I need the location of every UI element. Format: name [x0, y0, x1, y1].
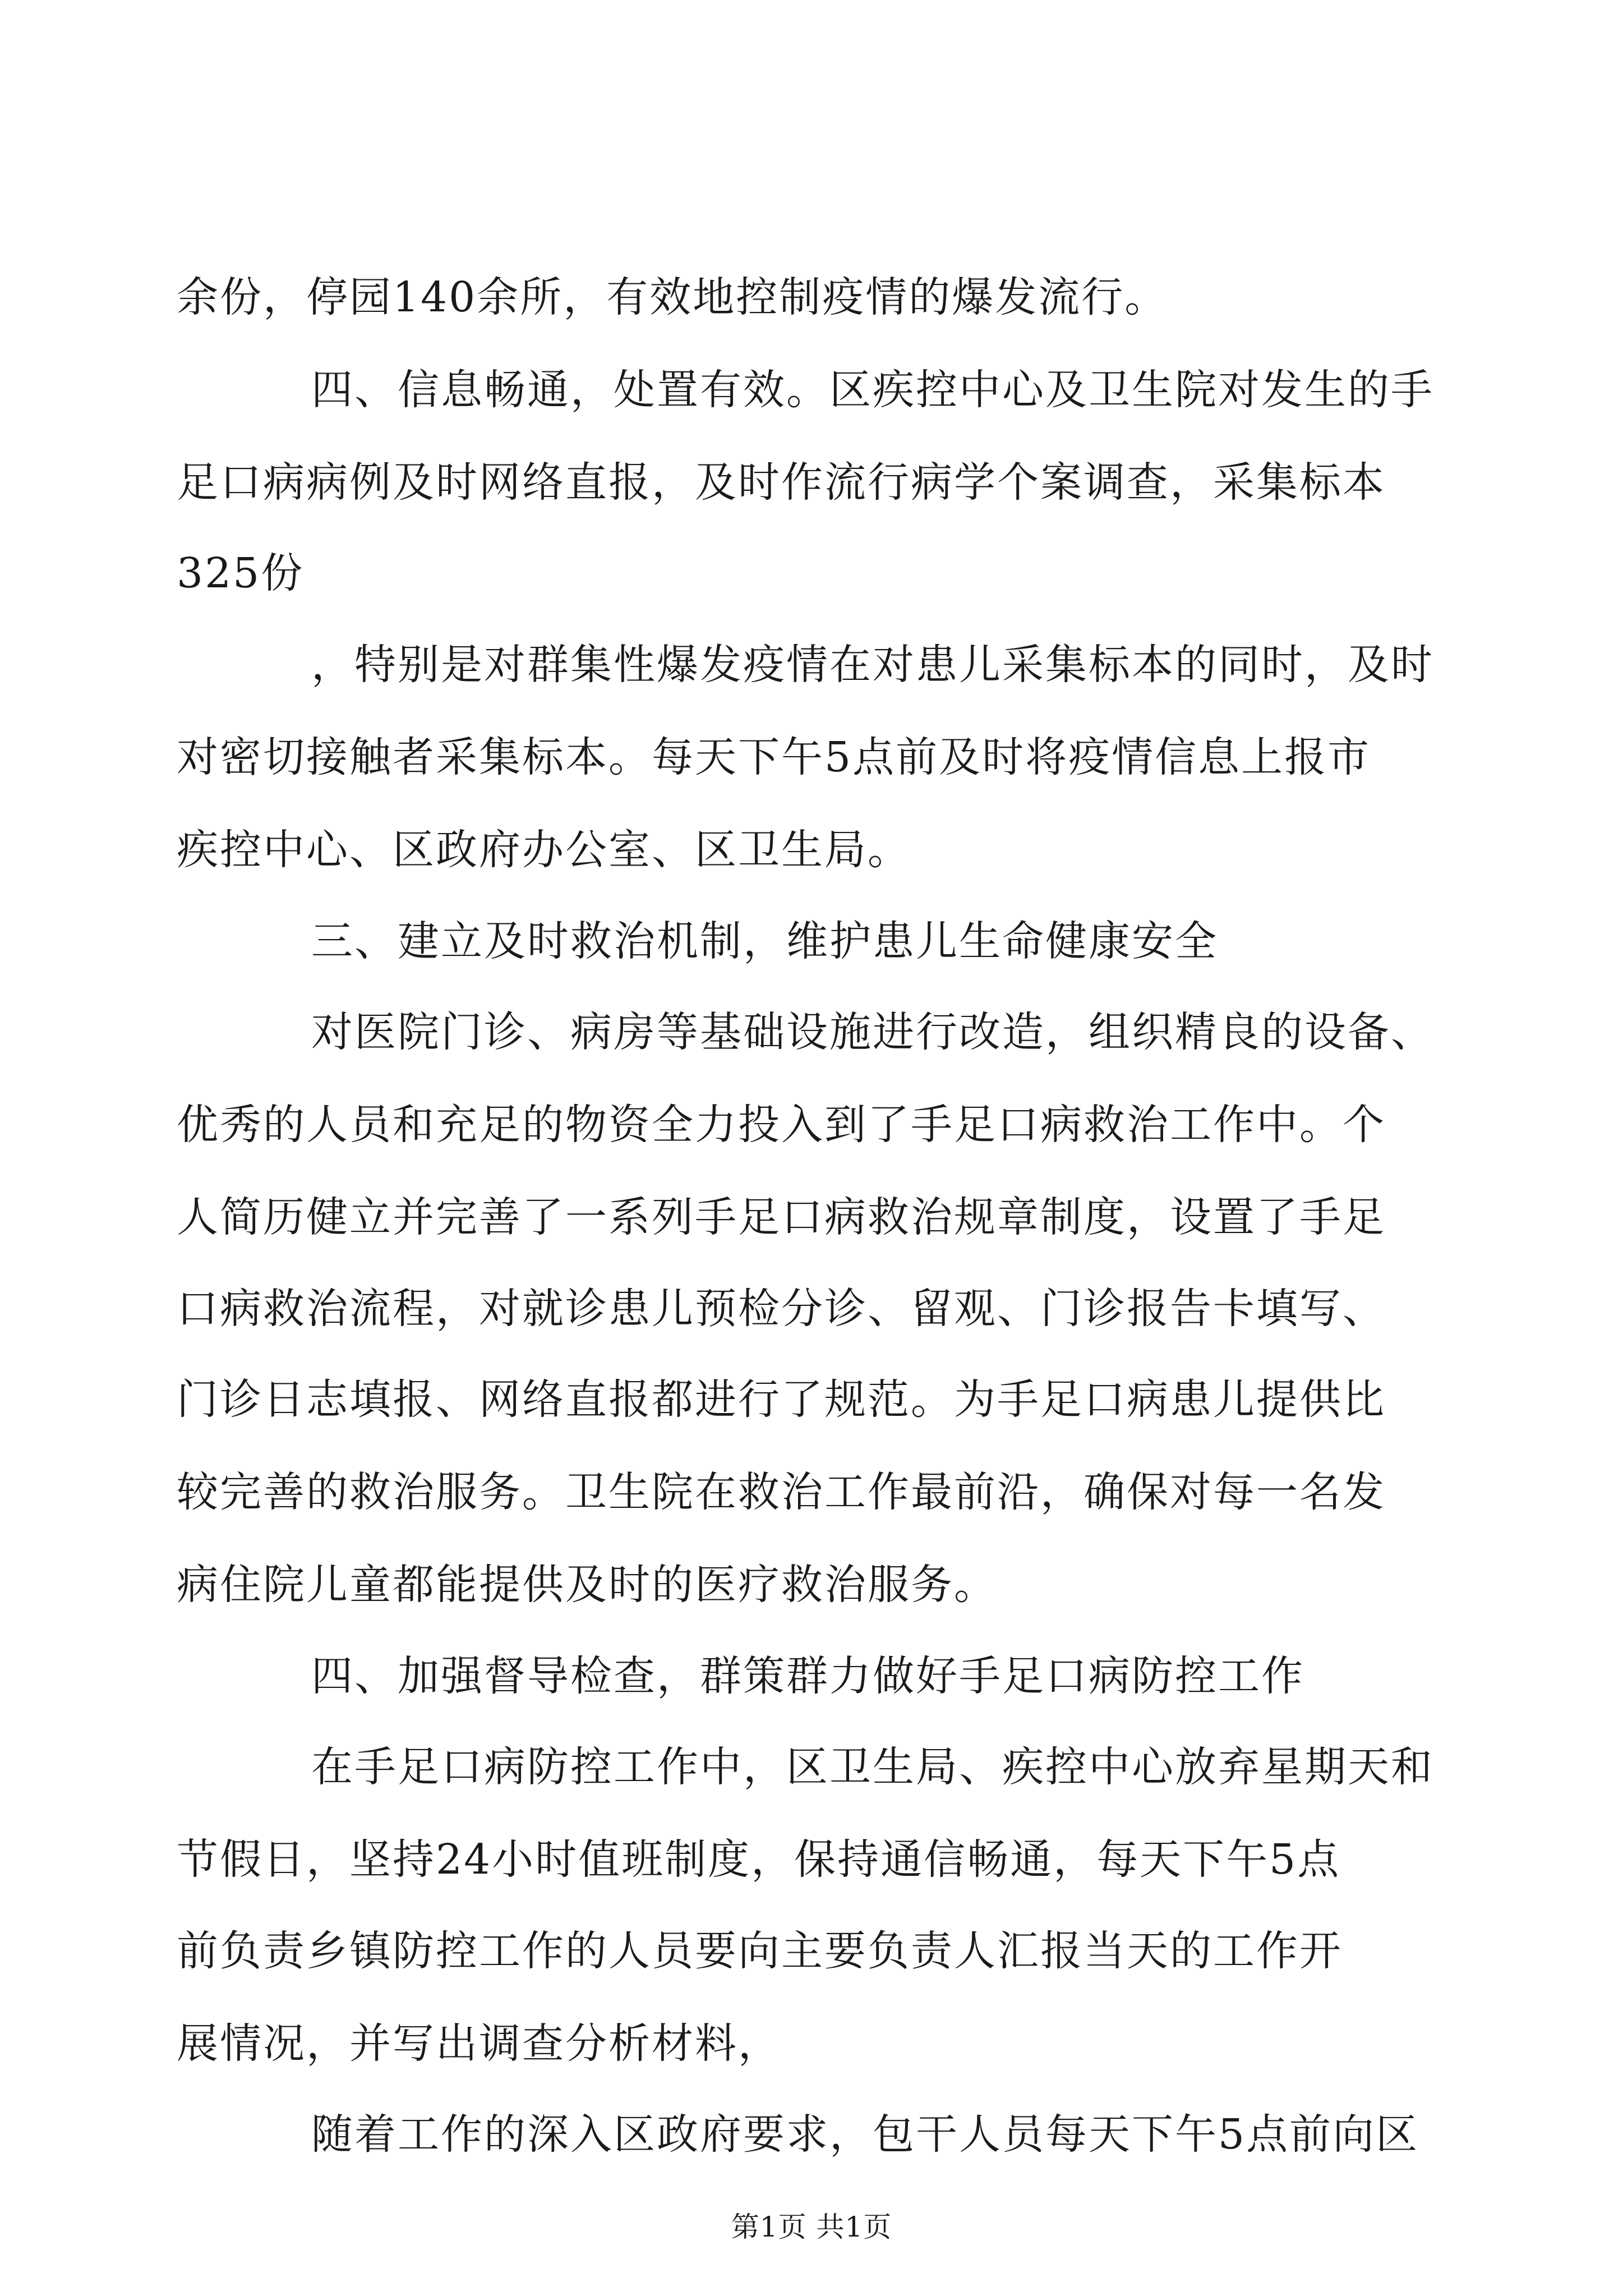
text-line: 325份 — [177, 549, 305, 597]
text-line: 对密切接触者采集标本。每天下午5点前及时将疫情信息上报市 — [177, 733, 1371, 781]
text-line: ，特别是对群集性爆发疫情在对患儿采集标本的同时，及时 — [311, 641, 1434, 689]
text-line: 余份，停园140余所，有效地控制疫情的爆发流行。 — [177, 273, 1168, 321]
text-line: 在手足口病防控工作中，区卫生局、疾控中心放弃星期天和 — [311, 1743, 1434, 1791]
text-line: 足口病病例及时网络直报，及时作流行病学个案调查，采集标本 — [177, 458, 1386, 507]
section-heading: 三、建立及时救治机制，维护患儿生命健康安全 — [311, 917, 1218, 965]
text-line: 口病救治流程，对就诊患儿预检分诊、留观、门诊报告卡填写、 — [177, 1285, 1386, 1333]
text-line: 门诊日志填报、网络直报都进行了规范。为手足口病患儿提供比 — [177, 1375, 1386, 1424]
text-line: 较完善的救治服务。卫生院在救治工作最前沿，确保对每一名发 — [177, 1468, 1386, 1516]
section-heading: 四、加强督导检查，群策群力做好手足口病防控工作 — [311, 1652, 1304, 1700]
text-line: 展情况，并写出调查分析材料， — [177, 2019, 781, 2068]
text-line: 前负责乡镇防控工作的人员要向主要负责人汇报当天的工作开 — [177, 1927, 1343, 1975]
text-line: 节假日，坚持24小时值班制度，保持通信畅通，每天下午5点 — [177, 1835, 1341, 1884]
text-line: 疾控中心、区政府办公室、区卫生局。 — [177, 826, 911, 874]
page-number-footer: 第1页 共1页 — [731, 2211, 892, 2243]
text-line: 病住院儿童都能提供及时的医疗救治服务。 — [177, 1561, 997, 1609]
text-line: 对医院门诊、病房等基础设施进行改造，组织精良的设备、 — [311, 1008, 1434, 1056]
text-line: 人简历健立并完善了一系列手足口病救治规章制度，设置了手足 — [177, 1193, 1386, 1241]
text-line: 随着工作的深入区政府要求，包干人员每天下午5点前向区 — [311, 2110, 1419, 2159]
text-line: 优秀的人员和充足的物资全力投入到了手足口病救治工作中。个 — [177, 1101, 1386, 1149]
text-line: 四、信息畅通，处置有效。区疾控中心及卫生院对发生的手 — [311, 366, 1434, 414]
